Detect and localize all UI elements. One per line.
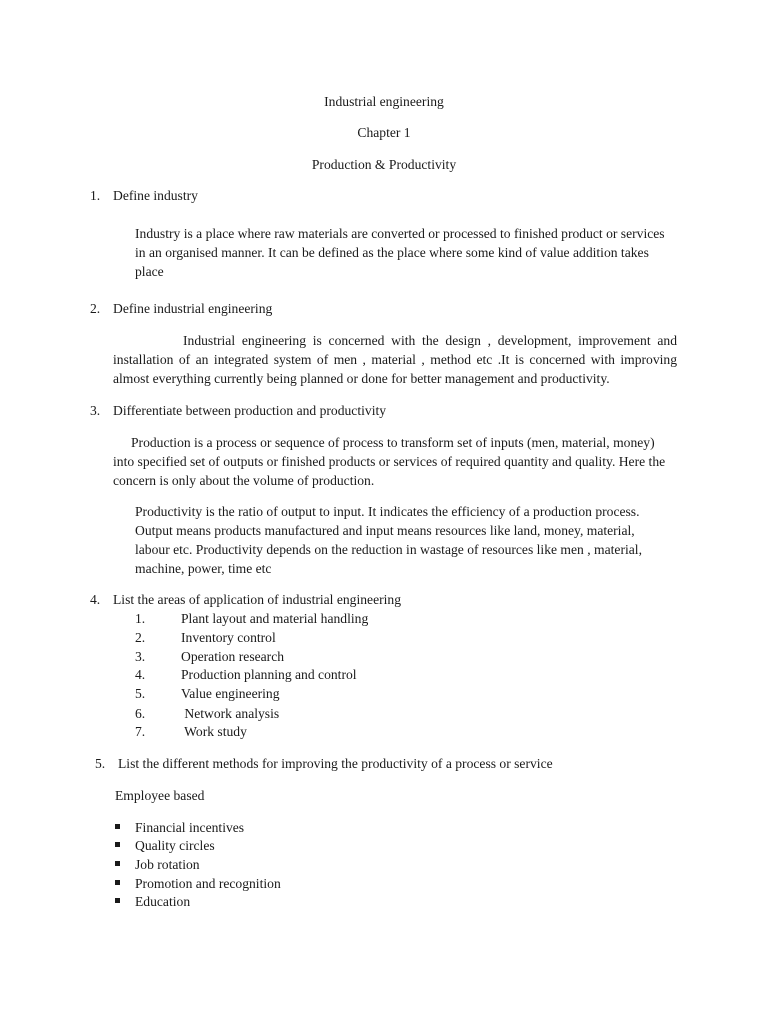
question-text: List the areas of application of industrial engineering (113, 592, 402, 607)
bullet-icon (114, 856, 122, 864)
chapter-subtitle: Production & Productivity (311, 157, 457, 172)
answer-line: labour etc. Productivity depends on the reduction in wastage of resources like men , material, (135, 542, 642, 557)
answer-line: Productivity is the ratio of output to input. It indicates the efficiency of a production process. (135, 504, 640, 519)
list-item-number: 2. (135, 630, 146, 645)
question-text: List the different methods for improving the productivity of a process or service (118, 756, 553, 771)
list-item: Network analysis (181, 706, 280, 721)
answer-line: Output means products manufactured and input means resources like land, money, material, (135, 523, 635, 538)
subheading: Employee based (115, 788, 205, 803)
answer-line: into specified set of outputs or finished products or services of required quantity and quality. Here the (113, 454, 666, 469)
list-item: Plant layout and material handling (181, 611, 369, 626)
list-item: Production planning and control (181, 667, 357, 682)
list-item: Operation research (181, 649, 285, 664)
list-item-number: 1. (135, 611, 146, 626)
question-text: Define industry (113, 188, 198, 203)
list-item: Value engineering (181, 686, 280, 701)
list-item-number: 5. (135, 686, 146, 701)
bullet-item: Quality circles (135, 838, 215, 853)
bullet-item: Promotion and recognition (135, 876, 281, 891)
answer-line: machine, power, time etc (135, 561, 272, 576)
question-text: Define industrial engineering (113, 301, 273, 316)
answer-line: place (135, 264, 164, 279)
answer-line: Production is a process or sequence of process to transform set of inputs (men, material, money) (131, 435, 655, 450)
question-text: Differentiate between production and productivity (113, 403, 387, 418)
list-item-number: 4. (135, 667, 146, 682)
list-item-number: 7. (135, 724, 146, 739)
question-number: 5. (95, 756, 106, 771)
bullet-icon (114, 819, 122, 827)
answer-line: Industrial engineering is concerned with the design , development, improvement and (183, 333, 677, 348)
list-item: Inventory control (181, 630, 276, 645)
list-item-number: 6. (135, 706, 146, 721)
answer-line: in an organised manner. It can be defined as the place where some kind of value addition takes (135, 245, 649, 260)
chapter-label: Chapter 1 (357, 125, 411, 140)
bullet-item: Education (135, 894, 191, 909)
question-number: 4. (90, 592, 101, 607)
answer-line: Industry is a place where raw materials are converted or processed to finished product or services (135, 226, 665, 241)
bullet-icon (114, 893, 122, 901)
answer-line: concern is only about the volume of production. (113, 473, 375, 488)
bullet-icon (114, 837, 122, 845)
bullet-icon (114, 875, 122, 883)
bullet-item: Financial incentives (135, 820, 245, 835)
question-number: 2. (90, 301, 101, 316)
bullet-item: Job rotation (135, 857, 200, 872)
question-number: 1. (90, 188, 101, 203)
question-number: 3. (90, 403, 101, 418)
document-title: Industrial engineering (324, 94, 444, 109)
answer-line: almost everything currently being planned or done for better management and productivity. (113, 371, 610, 386)
list-item: Work study (181, 724, 247, 739)
answer-line: installation of an integrated system of men , material , method etc .It is concerned with improving (113, 352, 677, 367)
list-item-number: 3. (135, 649, 146, 664)
